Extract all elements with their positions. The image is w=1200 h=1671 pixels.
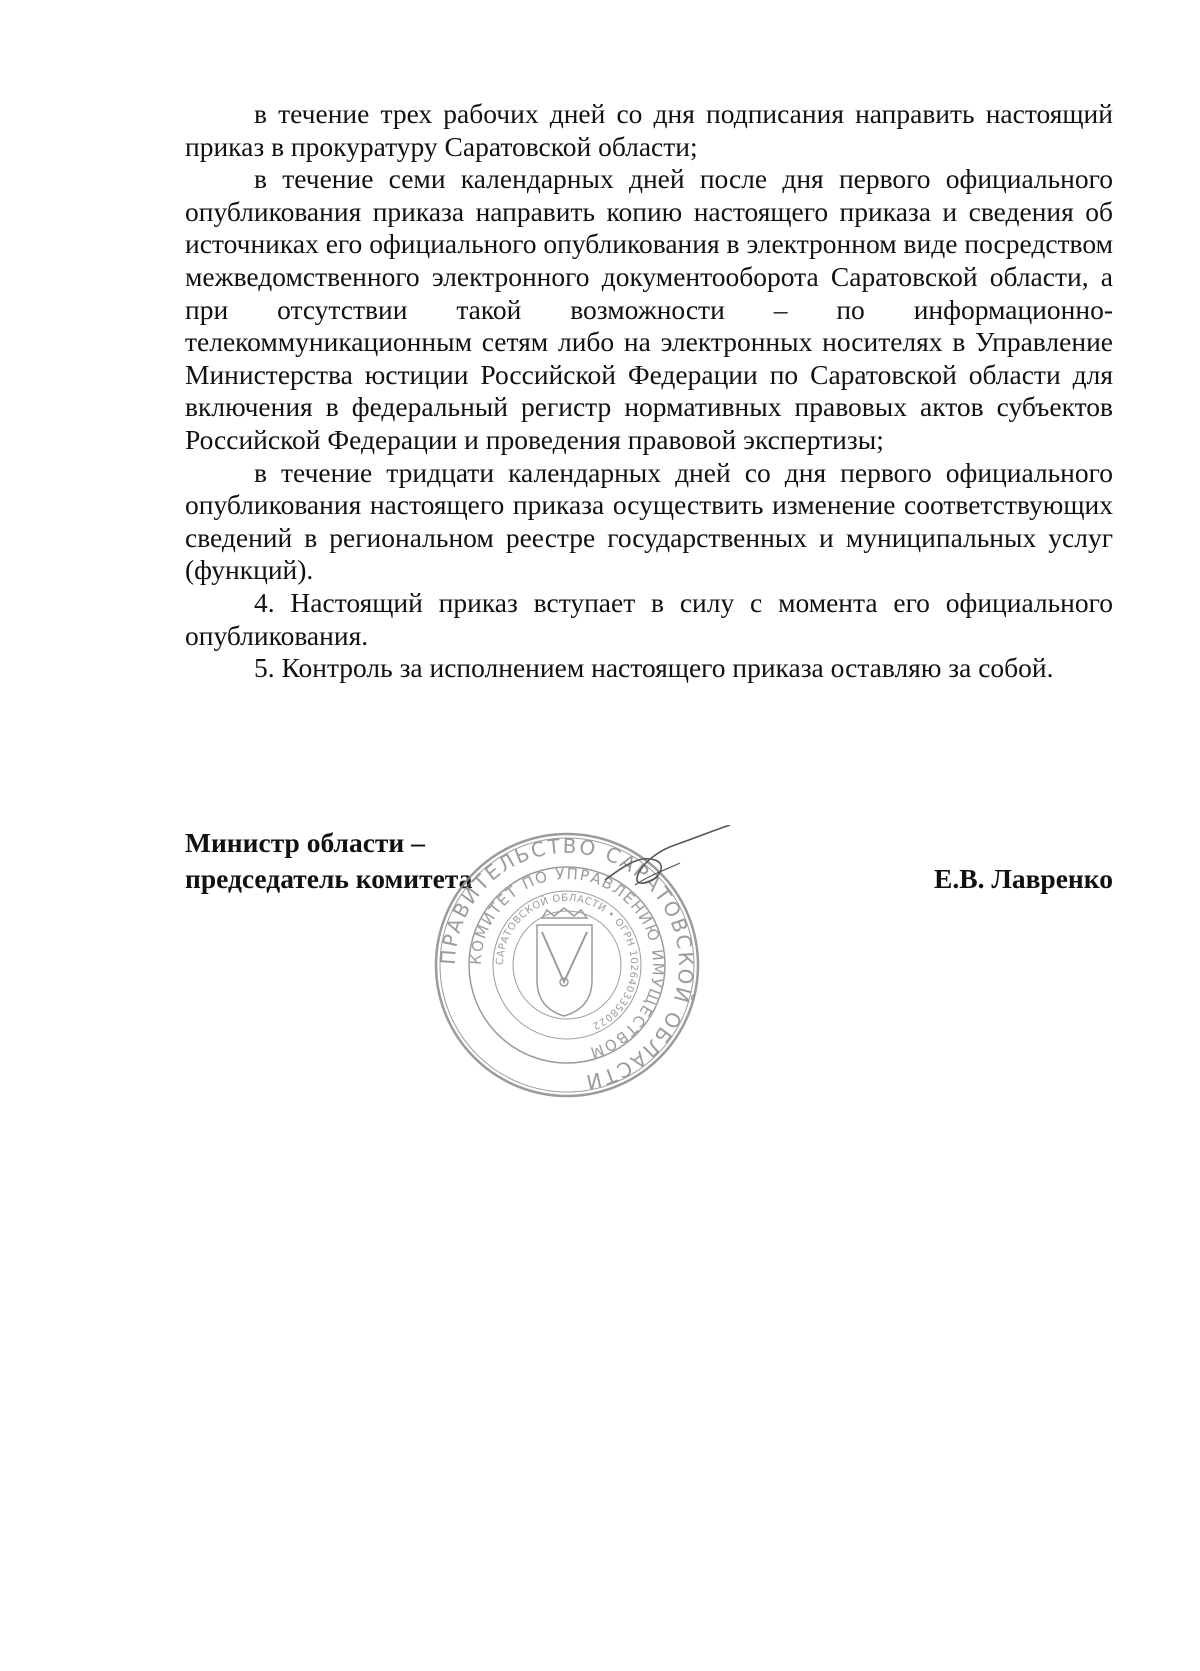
paragraph-ministry-of-justice: в течение семи календарных дней после дня первого официального опубликования приказа направить копию настоящего приказа и сведения об источниках его официального опубликования в электронном виде посредством межведомственного электронного документооборота Саратовской области, а при отсутствии такой возможности – по информационно-телекоммуникационным сетям либо на электронных носителях в Управление Министерства юстиции Российской Федерации по Саратовской области для включения в федеральный регистр нормативных правовых актов субъектов Российской Федерации и проведения правовой экспертизы; xyxy=(185,163,1113,455)
coat-of-arms-icon xyxy=(537,908,592,1016)
paragraph-registry: в течение тридцати календарных дней со дня первого официального опубликования настоящего приказа осуществить изменение соответствующих сведений в региональном реестре государственных и муниципальных услуг (функций). xyxy=(185,456,1113,586)
paragraph-item-4: 4. Настоящий приказ вступает в силу с момента его официального опубликования. xyxy=(185,586,1113,651)
paragraph-prosecutor: в течение трех рабочих дней со дня подписания направить настоящий приказ в прокуратуру Саратовской области; xyxy=(185,98,1113,162)
handwritten-signature xyxy=(595,825,735,905)
seal-sub-text: САРАТОВСКОЙ ОБЛАСТИ • ОГРН 1026403358022 xyxy=(494,892,640,1032)
position-line-2: председатель комитета xyxy=(185,863,473,894)
seal-outer-text: ПРАВИТЕЛЬСТВО САРАТОВСКОЙ ОБЛАСТИ xyxy=(435,833,699,1095)
position-line-1: Министр области – xyxy=(185,827,425,858)
signatory-name: Е.В. Лавренко xyxy=(934,863,1113,894)
paragraph-item-5: 5. Контроль за исполнением настоящего приказа оставляю за собой. xyxy=(254,652,1054,684)
document-body xyxy=(185,98,1113,685)
seal-inner-text: КОМИТЕТ ПО УПРАВЛЕНИЮ ИМУЩЕСТВОМ xyxy=(466,864,668,1062)
signatory-position xyxy=(185,825,472,897)
